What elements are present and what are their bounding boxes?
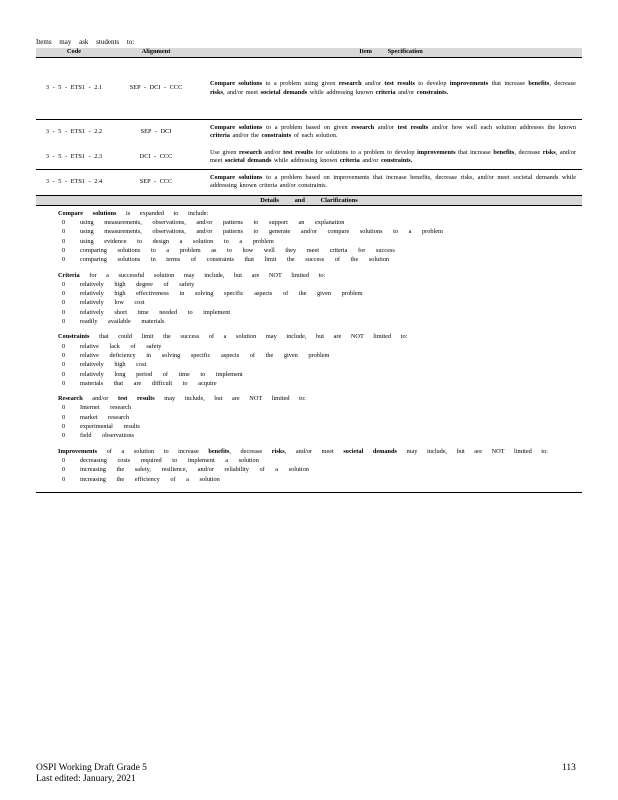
sub-bullet-icon: 0 xyxy=(62,219,66,227)
sub-bullet-icon: 0 xyxy=(62,246,66,254)
table-row xyxy=(36,120,582,145)
row-code: 3 - 5 - ETS1 - 2.3 xyxy=(36,145,112,170)
text-run: may include, but are NOT limited to: xyxy=(397,447,549,455)
list-item-text: relative deficiency in solving specific aspects of the given problem xyxy=(80,351,330,359)
bold-term: benefits xyxy=(528,80,550,88)
list-item xyxy=(40,422,582,431)
sub-bullet-icon: 0 xyxy=(62,432,66,440)
bold-term: risks xyxy=(210,88,223,96)
table-row xyxy=(36,58,582,120)
footer-title: OSPI Working Draft Grade 5 xyxy=(36,763,147,773)
details-list xyxy=(36,209,582,484)
sub-bullet-icon: 0 xyxy=(62,379,66,387)
bold-term: Research xyxy=(58,395,83,403)
text-run: while addressing known xyxy=(307,88,376,96)
list-item xyxy=(40,317,582,326)
text-run: of a solution to increase xyxy=(97,447,209,455)
text-run: to a problem based on given xyxy=(262,124,352,131)
bold-term: constraints xyxy=(261,132,292,140)
text-run: and/or the xyxy=(229,132,262,140)
details-section xyxy=(40,209,582,265)
sub-bullet-icon: 0 xyxy=(62,342,66,350)
list-item xyxy=(40,475,582,484)
text-run: and/or how well each solution addresses the known xyxy=(428,124,576,131)
list-item-text: Internet research xyxy=(80,404,132,412)
bold-term: Compare solutions xyxy=(58,209,117,217)
bold-term: improvements xyxy=(449,80,489,88)
list-item xyxy=(40,465,582,474)
row-code: 3 - 5 - ETS1 - 2.1 xyxy=(36,58,112,120)
bold-term: test results xyxy=(397,124,429,131)
sub-bullet-icon: 0 xyxy=(62,370,66,378)
intro-text: Items may ask students to: xyxy=(36,38,135,46)
list-item-text: market research xyxy=(80,413,130,421)
section-heading xyxy=(40,394,582,403)
text-run: for solutions to a problem to develop xyxy=(312,148,418,156)
sub-bullet-icon: 0 xyxy=(62,404,66,412)
row-alignment: SEP - CCC xyxy=(112,170,200,196)
sub-bullet-icon: 0 xyxy=(62,308,66,316)
sub-bullet-icon: 0 xyxy=(62,256,66,264)
list-item xyxy=(40,308,582,317)
text-run: is expanded to include: xyxy=(116,209,209,217)
row-alignment: DCI - CCC xyxy=(112,145,200,170)
details-section xyxy=(40,394,582,440)
code-header: Code xyxy=(36,48,112,58)
text-run: to a problem based on improvements that increase benefits, decrease risks, and/or meet societal demands while addressing known criteria and/or constraints. xyxy=(210,174,576,190)
text-run: and/or xyxy=(395,88,417,96)
list-item xyxy=(40,237,582,246)
bottom-rule xyxy=(36,492,582,493)
list-item xyxy=(40,456,582,465)
bold-term: constraints. xyxy=(416,88,449,96)
text-run: and/or xyxy=(82,395,118,403)
list-item xyxy=(40,360,582,369)
text-run: and/or xyxy=(359,156,382,164)
list-item xyxy=(40,246,582,255)
text-run: Use given xyxy=(210,148,239,156)
row-specification xyxy=(200,120,582,145)
list-item-text: relatively high effectiveness in solving specific aspects of the given problem xyxy=(80,290,363,298)
text-run: , and/or meet xyxy=(210,148,576,164)
list-item xyxy=(40,289,582,298)
list-item xyxy=(40,255,582,264)
row-specification xyxy=(200,58,582,120)
row-alignment: SEP - DCI - CCC xyxy=(112,58,200,120)
list-item xyxy=(40,227,582,236)
table-row xyxy=(36,170,582,196)
text-run: may include, but are NOT limited to: xyxy=(154,395,306,403)
list-item-text: relative lack of safety xyxy=(80,342,162,350)
list-item xyxy=(40,298,582,307)
bold-term: test results xyxy=(384,80,415,88)
sub-bullet-icon: 0 xyxy=(62,237,66,245)
text-run: that could limit the success of a solution may include, but are NOT limited to: xyxy=(89,333,408,341)
list-item-text: decreasing costs required to implement a solution xyxy=(80,456,259,464)
list-item-text: relatively high cost xyxy=(80,361,147,369)
bold-term: societal demands xyxy=(343,447,398,455)
section-heading xyxy=(40,209,582,218)
bold-term: societal demands xyxy=(224,156,272,164)
list-item-text: using measurements, observations, and/or patterns to generate and/or compare solutions to a problem xyxy=(80,228,443,236)
section-heading xyxy=(40,332,582,341)
section-heading xyxy=(40,447,582,456)
row-code: 3 - 5 - ETS1 - 2.2 xyxy=(45,128,103,136)
table-row xyxy=(36,145,582,170)
bold-term: Compare solutions xyxy=(210,80,263,88)
list-item-text: materials that are difficult to acquire xyxy=(80,379,217,387)
bold-term: risks xyxy=(542,148,556,156)
list-item-text: comparing solutions in terms of constraints that limit the success of the solution xyxy=(80,256,390,264)
row-code: 3 - 5 - ETS1 - 2.4 xyxy=(36,170,112,196)
details-section xyxy=(40,447,582,484)
text-run: , decrease xyxy=(229,447,272,455)
text-run: to develop xyxy=(414,80,450,88)
list-item xyxy=(40,379,582,388)
section-heading xyxy=(40,271,582,280)
list-item xyxy=(40,370,582,379)
bold-term: risks xyxy=(271,447,285,455)
bold-term: benefits xyxy=(493,148,515,156)
row-specification xyxy=(200,145,582,170)
text-run: of each solution. xyxy=(291,132,338,140)
bold-term: research xyxy=(238,148,262,156)
bold-term: Constraints xyxy=(58,333,90,341)
spec-header: Item Specification xyxy=(200,48,582,58)
bold-term: Improvements xyxy=(58,447,98,455)
document-page xyxy=(36,38,582,493)
sub-bullet-icon: 0 xyxy=(62,299,66,307)
bold-term: benefits xyxy=(208,447,230,455)
text-run: for a successful solution may include, but are NOT limited to: xyxy=(79,271,326,279)
list-item-text: increasing the efficiency of a solution xyxy=(80,475,220,483)
sub-bullet-icon: 0 xyxy=(62,290,66,298)
list-item-text: readily available materials xyxy=(80,318,165,326)
sub-bullet-icon: 0 xyxy=(62,475,66,483)
list-item xyxy=(40,403,582,412)
details-header: Details and Clarifications xyxy=(36,196,582,206)
list-item-text: increasing the safety, resilience, and/or reliability of a solution xyxy=(80,466,309,474)
list-item-text: using measurements, observations, and/or patterns to support an explanation xyxy=(80,219,345,227)
page-number: 113 xyxy=(562,763,576,773)
bold-term: research xyxy=(338,80,362,88)
details-section xyxy=(40,332,582,388)
text-run: while addressing known xyxy=(271,156,340,164)
sub-bullet-icon: 0 xyxy=(62,466,66,474)
sub-bullet-icon: 0 xyxy=(62,228,66,236)
list-item-text: relatively long period of time to implement xyxy=(80,370,243,378)
list-item xyxy=(40,280,582,289)
text-run: , and/or meet xyxy=(284,447,344,455)
alignment-header: Alignment xyxy=(112,48,200,58)
text-run: and/or xyxy=(361,80,385,88)
bold-term: test results xyxy=(283,148,313,156)
list-item-text: relatively low cost xyxy=(80,299,145,307)
text-run: that increase xyxy=(455,148,494,156)
bold-term: criteria xyxy=(210,132,230,140)
item-spec-table xyxy=(36,48,582,196)
text-run: , and/or meet xyxy=(222,88,261,96)
text-run: , decrease xyxy=(549,80,576,88)
text-run: that increase xyxy=(488,80,529,88)
bold-term: criteria xyxy=(375,88,396,96)
text-run: to a problem using given xyxy=(262,80,339,88)
text-run: and/or xyxy=(374,124,398,131)
list-item xyxy=(40,351,582,360)
bold-term: research xyxy=(351,124,375,131)
row-specification xyxy=(200,170,582,196)
footer-edited: Last edited: January, 2021 xyxy=(36,774,136,784)
sub-bullet-icon: 0 xyxy=(62,361,66,369)
bold-term: Criteria xyxy=(58,271,80,279)
list-item xyxy=(40,413,582,422)
list-item-text: comparing solutions to a problem as to how well they meet criteria for success xyxy=(80,246,395,254)
list-item-text: field observations xyxy=(80,432,134,440)
list-item xyxy=(40,342,582,351)
list-item xyxy=(40,431,582,440)
list-item xyxy=(40,218,582,227)
text-run: , decrease xyxy=(514,148,543,156)
row-alignment: SEP - DCI xyxy=(140,128,172,136)
sub-bullet-icon: 0 xyxy=(62,413,66,421)
sub-bullet-icon: 0 xyxy=(62,318,66,326)
sub-bullet-icon: 0 xyxy=(62,280,66,288)
details-section xyxy=(40,271,582,327)
sub-bullet-icon: 0 xyxy=(62,351,66,359)
list-item-text: relatively high degree of safety xyxy=(80,280,195,288)
bold-term: improvements xyxy=(417,148,456,156)
bold-term: societal demands xyxy=(260,88,308,96)
table-header-row xyxy=(36,48,582,58)
list-item-text: experimental results xyxy=(80,423,140,431)
bold-term: Compare solutions xyxy=(210,124,263,131)
footer xyxy=(36,763,147,785)
bold-term: criteria xyxy=(339,156,360,164)
bold-term: Compare solutions xyxy=(210,174,263,182)
sub-bullet-icon: 0 xyxy=(62,423,66,431)
bold-term: constraints. xyxy=(381,156,413,164)
list-item-text: using evidence to design a solution to a problem xyxy=(80,237,274,245)
list-item-text: relatively short time needed to implement xyxy=(80,308,231,316)
bold-term: test results xyxy=(117,395,155,403)
sub-bullet-icon: 0 xyxy=(62,456,66,464)
text-run: and/or xyxy=(261,148,284,156)
